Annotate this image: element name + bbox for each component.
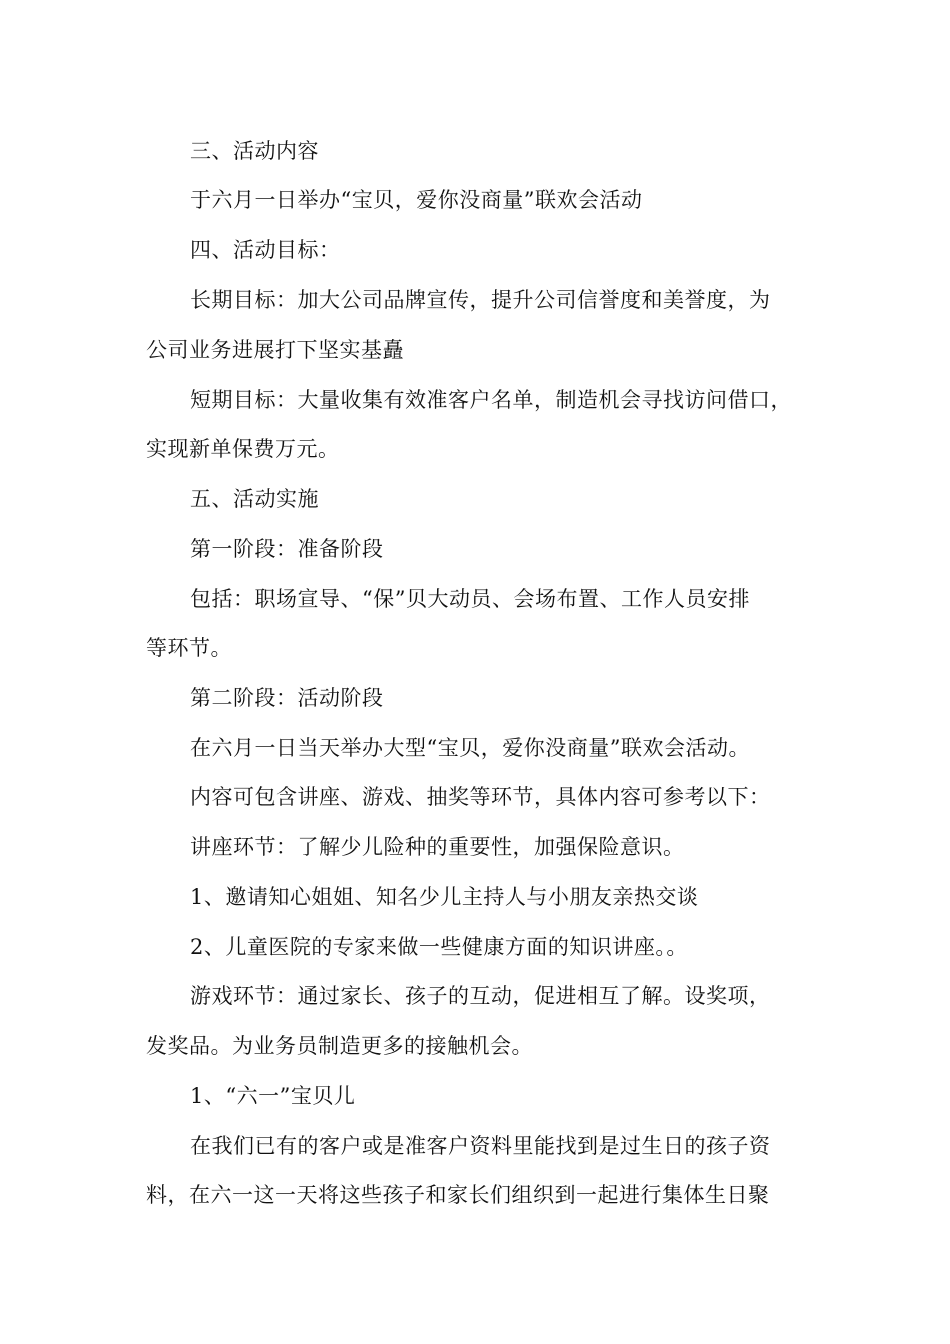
paragraph-line: 于六月一日举办“宝贝，爱你没商量”联欢会活动 [190,188,643,212]
paragraph-line: 发奖品。为业务员制造更多的接触机会。 [146,1034,533,1058]
paragraph-line: 内容可包含讲座、游戏、抽奖等环节，具体内容可参考以下： [190,785,771,809]
section-heading-activity-goals: 四、活动目标： [190,238,341,262]
section-heading-activity-implementation: 五、活动实施 [190,487,319,511]
paragraph-line: 公司业务进展打下坚实基矗 [146,338,404,362]
paragraph-line: 游戏环节：通过家长、孩子的互动，促进相互了解。设奖项， [190,984,771,1008]
paragraph-line: 料，在六一这一天将这些孩子和家长们组织到一起进行集体生日聚 [146,1183,770,1207]
list-item: 1、“六一”宝贝儿 [190,1084,356,1108]
paragraph-line: 在我们已有的客户或是准客户资料里能找到是过生日的孩子资 [190,1134,771,1158]
paragraph-line: 在六月一日当天举办大型“宝贝，爱你没商量”联欢会活动。 [190,736,750,760]
paragraph-line: 等环节。 [146,636,232,660]
list-item: 2、儿童医院的专家来做一些健康方面的知识讲座。。 [190,935,688,959]
list-item: 1、邀请知心姐姐、知名少儿主持人与小朋友亲热交谈 [190,885,699,909]
stage-heading-preparation: 第一阶段：准备阶段 [190,537,384,561]
paragraph-line: 包括：职场宣导、“保”贝大动员、会场布置、工作人员安排 [190,587,750,611]
paragraph-line: 长期目标：加大公司品牌宣传，提升公司信誉度和美誉度，为 [190,288,771,312]
paragraph-line: 短期目标：大量收集有效准客户名单，制造机会寻找访问借口， [190,388,792,412]
paragraph-line: 实现新单保费万元。 [146,437,340,461]
paragraph-line: 讲座环节：了解少儿险种的重要性，加强保险意识。 [190,835,685,859]
stage-heading-activity: 第二阶段：活动阶段 [190,686,384,710]
section-heading-activity-content: 三、活动内容 [190,139,319,163]
